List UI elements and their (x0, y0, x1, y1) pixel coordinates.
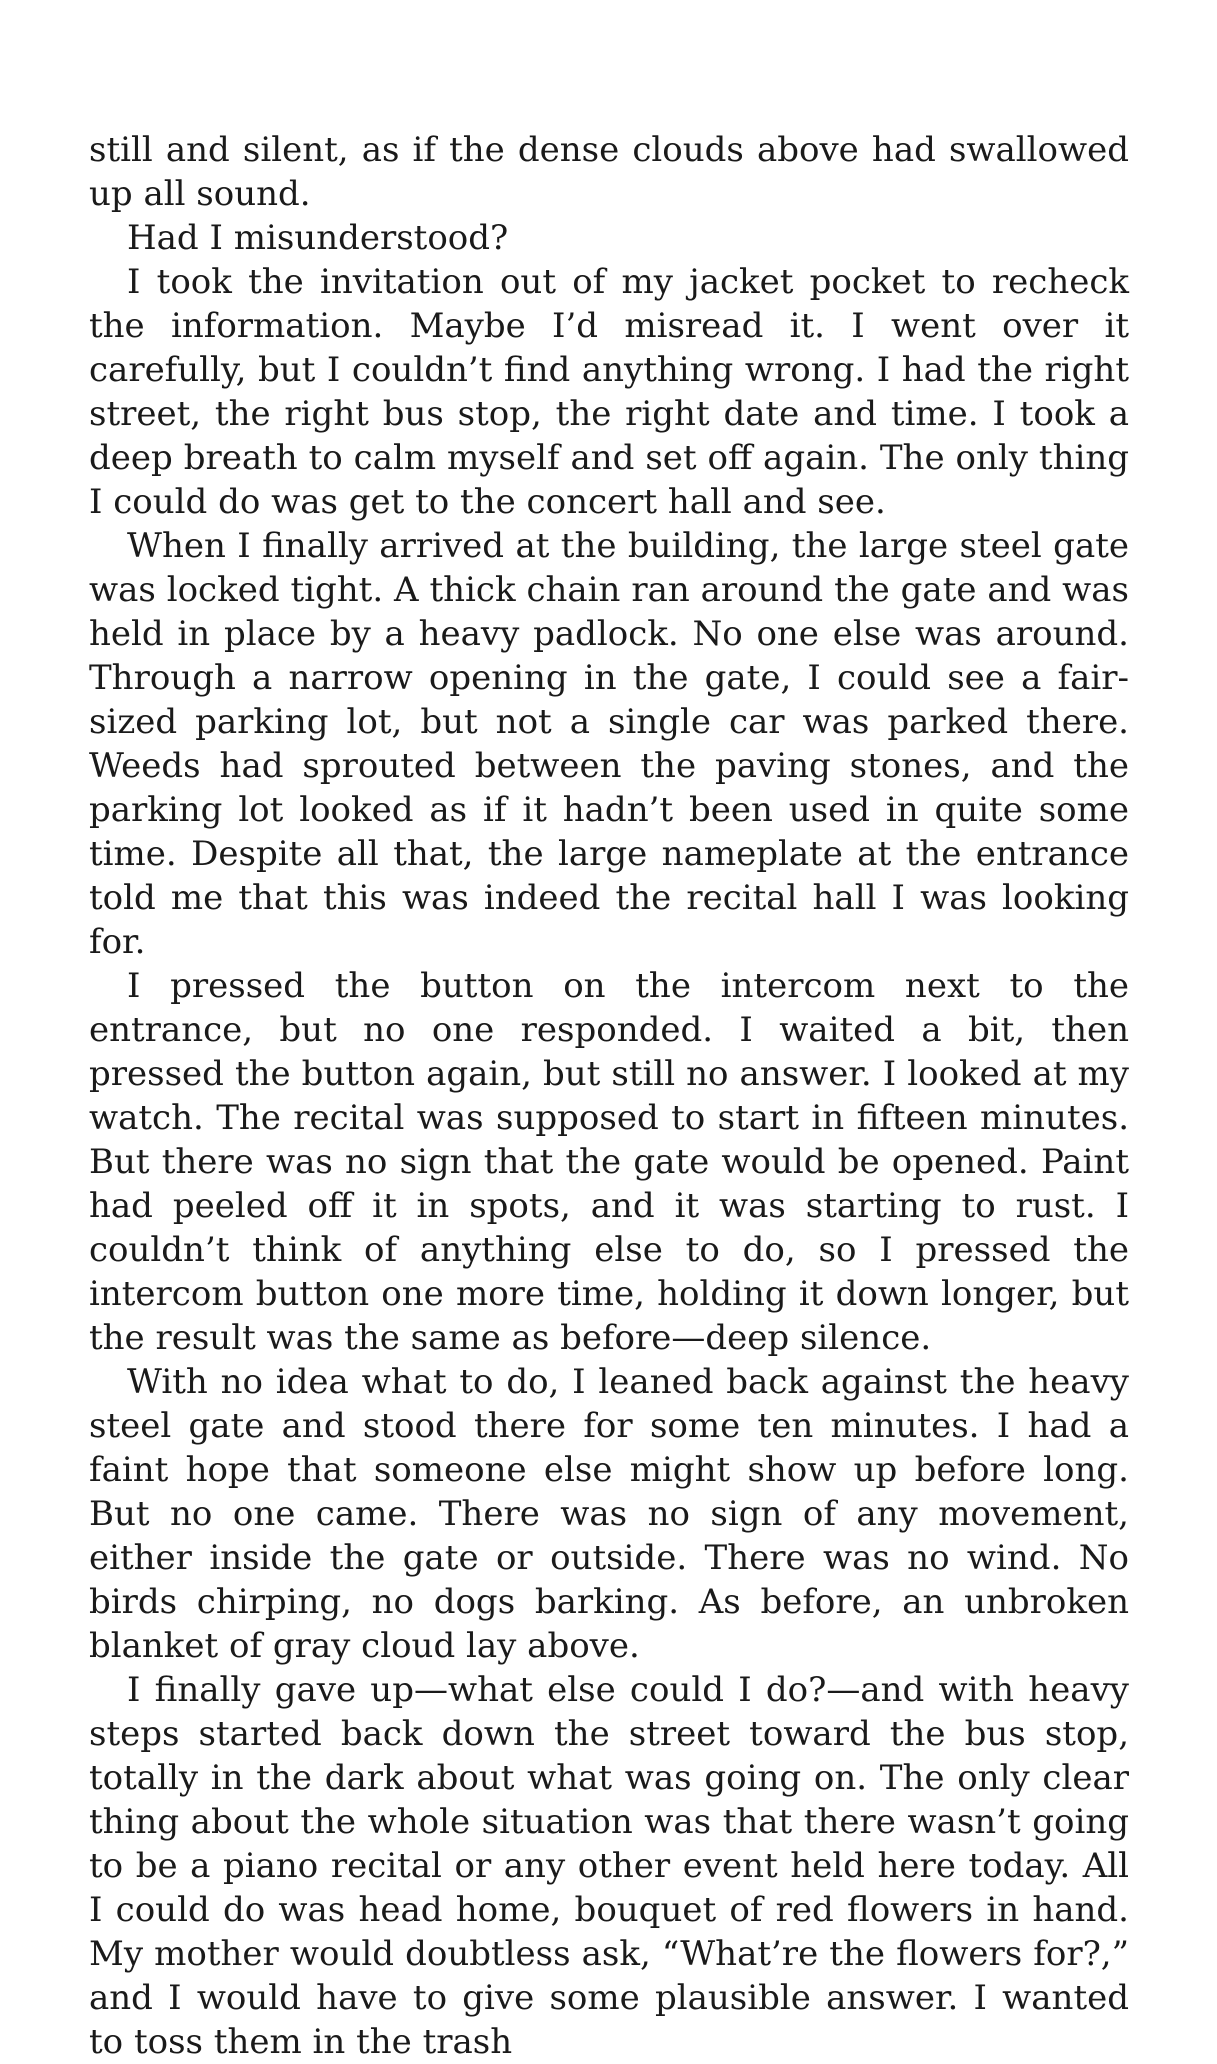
page-text (89, 128, 1129, 2064)
paragraph-continuation: still and silent, as if the dense clouds above had swallowed up all sound. (89, 130, 1129, 214)
paragraph: When I finally arrived at the building, the large steel gate was locked tight. A thick chain ran around the gate and was held in place by a heavy padlock. No one else was around. Through a narrow opening in the gate, I could see a fair-sized parking lot, but not a single car was parked there. Weeds had sprouted between the paving stones, and the parking lot looked as if it hadn’t been used in quite some time. Despite all that, the large nameplate at the entrance told me that this was indeed the recital hall I was looking for. (89, 526, 1129, 962)
paragraph: With no idea what to do, I leaned back against the heavy steel gate and stood there for some ten minutes. I had a faint hope that someone else might show up before long. But no one came. There was no sign of any movement, either inside the gate or outside. There was no wind. No birds chirping, no dogs barking. As before, an unbroken blanket of gray cloud lay above. (89, 1362, 1129, 1666)
paragraph: I finally gave up—what else could I do?—and with heavy steps started back down the street toward the bus stop, totally in the dark about what was going on. The only clear thing about the whole situation was that there wasn’t going to be a piano recital or any other event held here today. All I could do was head home, bouquet of red flowers in hand. My mother would doubtless ask, “What’re the flowers for?,” and I would have to give some plausible answer. I wanted to toss them in the trash (89, 1670, 1129, 2062)
paragraph: I took the invitation out of my jacket pocket to recheck the information. Maybe I’d misread it. I went over it carefully, but I couldn’t find anything wrong. I had the right street, the right bus stop, the right date and time. I took a deep breath to calm myself and set off again. The only thing I could do was get to the concert hall and see. (89, 262, 1129, 522)
paragraph: I pressed the button on the intercom next to the entrance, but no one responded. I waited a bit, then pressed the button again, but still no answer. I looked at my watch. The recital was supposed to start in fifteen minutes. But there was no sign that the gate would be opened. Paint had peeled off it in spots, and it was starting to rust. I couldn’t think of anything else to do, so I pressed the intercom button one more time, holding it down longer, but the result was the same as before—deep silence. (89, 966, 1129, 1358)
paragraph: Had I misunderstood? (127, 218, 509, 258)
